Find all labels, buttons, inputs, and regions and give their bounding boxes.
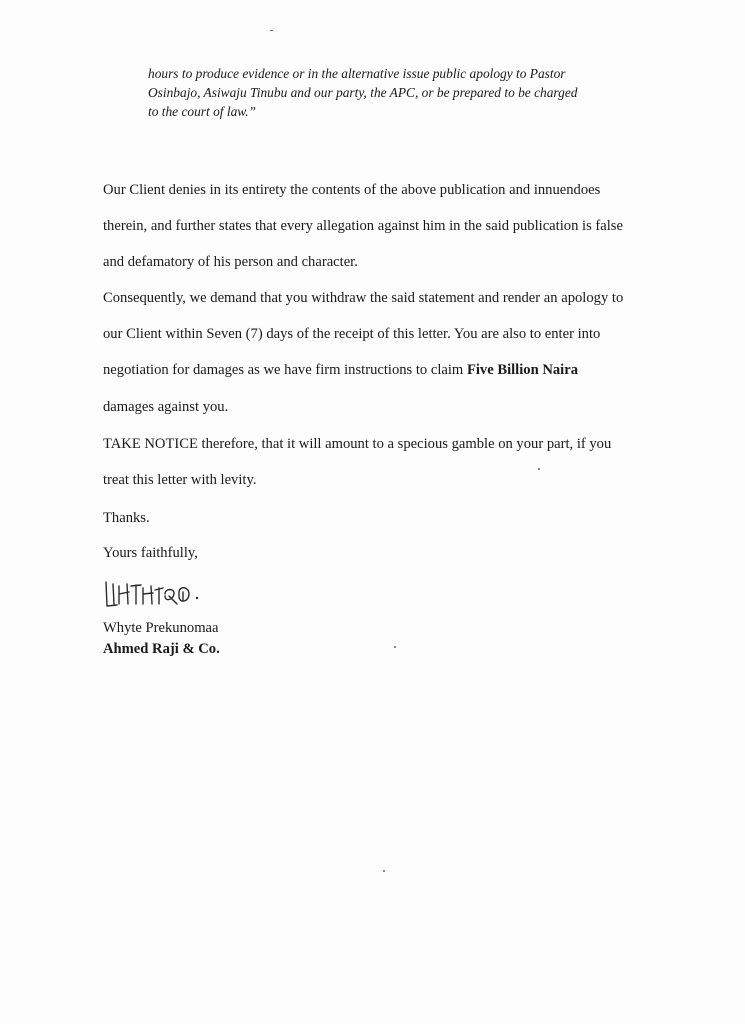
handwritten-signature [103, 574, 203, 614]
scan-speck [270, 30, 273, 31]
paragraph-line: our Client within Seven (7) days of the receipt of this letter. You are also to enter into [103, 326, 601, 342]
paragraph-line [103, 362, 578, 379]
quote-line: Osinbajo, Asiwaju Tinubu and our party, the APC, or be prepared to be charged [148, 85, 578, 100]
quote-line: hours to produce evidence or in the alternative issue public apology to Pastor [148, 66, 566, 81]
salutation-line: Yours faithfully, [103, 545, 198, 561]
damages-amount: Five Billion Naira [466, 362, 579, 378]
paragraph-line: and defamatory of his person and character. [103, 254, 358, 270]
scan-speck [383, 870, 385, 872]
quoted-statement [148, 64, 648, 121]
paragraph-line: Our Client denies in its entirety the contents of the above publication and innuendoes [103, 182, 601, 198]
paragraph-line: treat this letter with levity. [103, 472, 257, 488]
paragraph-line: therein, and further states that every allegation against him in the said publication is false [103, 218, 623, 234]
quote-line: to the court of law.” [148, 104, 256, 119]
paragraph-line: Consequently, we demand that you withdraw the said statement and render an apology to [103, 290, 624, 306]
paragraph-text: negotiation for damages as we have firm instructions to claim [103, 362, 467, 378]
firm-name: Ahmed Raji & Co. [103, 641, 220, 657]
scan-speck [394, 646, 396, 648]
thanks-line: Thanks. [103, 510, 150, 526]
signer-name: Whyte Prekunomaa [103, 620, 219, 636]
paragraph-line: damages against you. [103, 399, 229, 415]
scan-speck [538, 468, 540, 470]
paragraph-line: TAKE NOTICE therefore, that it will amount to a specious gamble on your part, if you [103, 436, 612, 452]
